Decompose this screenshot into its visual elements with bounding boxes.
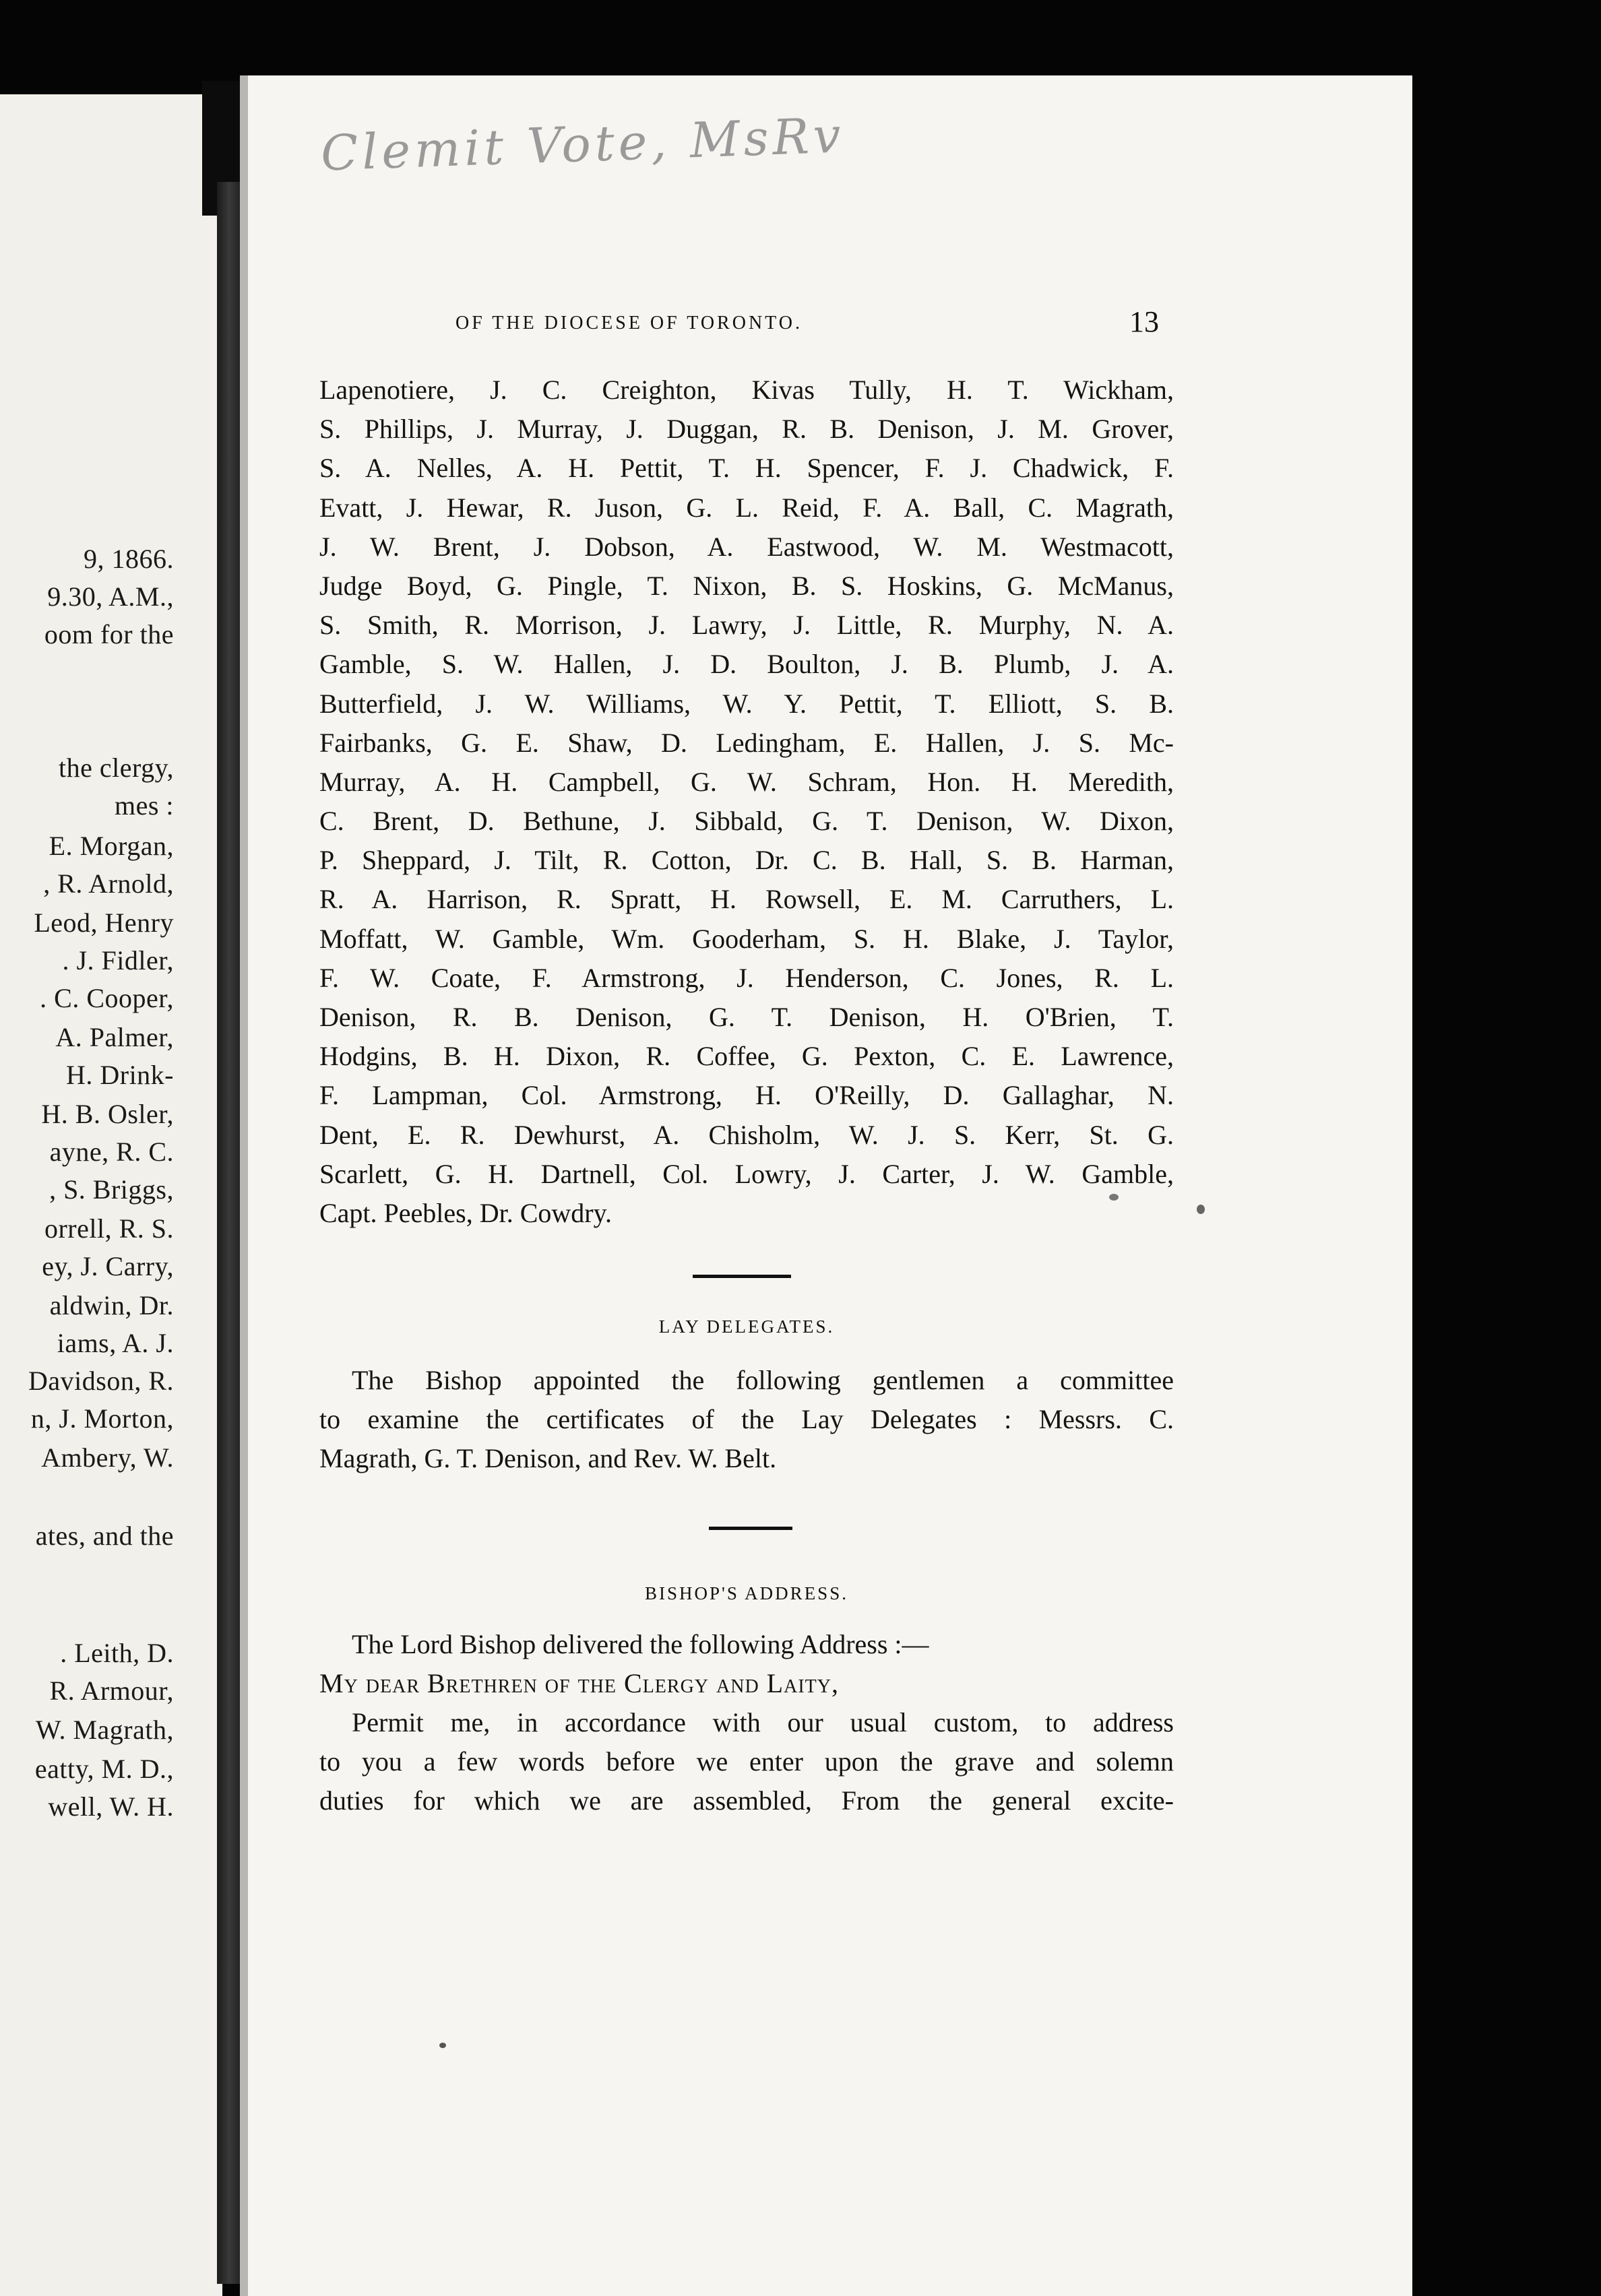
lay-delegates-paragraph — [319, 1361, 1174, 1478]
text-line: Moffatt, W. Gamble, Wm. Gooderham, S. H. Blake, J. Taylor, — [319, 923, 1174, 954]
left-line: ey, J. Carry, — [42, 1251, 174, 1281]
text-line: S. Smith, R. Morrison, J. Lawry, J. Little, R. Murphy, N. A. — [319, 610, 1174, 641]
delegate-names-block — [319, 371, 1174, 1233]
text-line: Fairbanks, G. E. Shaw, D. Ledingham, E. Hallen, J. S. Mc- — [319, 727, 1174, 758]
address-salutation: My dear Brethren of the Clergy and Laity, — [319, 1668, 839, 1698]
section-rule — [709, 1527, 792, 1530]
left-line: H. B. Osler, — [41, 1099, 174, 1129]
ink-speck — [1109, 1194, 1119, 1201]
left-line: orrell, R. S. — [44, 1213, 174, 1244]
text-line: J. W. Brent, J. Dobson, A. Eastwood, W. M. Westmacott, — [319, 531, 1174, 562]
text-line: Hodgins, B. H. Dixon, R. Coffee, G. Pexton, C. E. Lawrence, — [319, 1041, 1174, 1072]
bishops-address-heading: BISHOP'S ADDRESS. — [645, 1583, 848, 1603]
text-line: to examine the certificates of the Lay Delegates : Messrs. C. — [319, 1404, 1174, 1434]
left-line: 9.30, A.M., — [47, 581, 174, 612]
text-line: Butterfield, J. W. Williams, W. Y. Pettit, T. Elliott, S. B. — [319, 688, 1174, 719]
text-line: S. A. Nelles, A. H. Pettit, T. H. Spencer, F. J. Chadwick, F. — [319, 453, 1174, 484]
left-page-fragment — [0, 94, 222, 2296]
left-line: Davidson, R. — [28, 1366, 174, 1396]
text-line: Murray, A. H. Campbell, G. W. Schram, Hon. H. Meredith, — [319, 766, 1174, 797]
bishops-address-body — [319, 1625, 1174, 1820]
left-line: oom for the — [44, 619, 174, 649]
page-edge-shadow — [240, 75, 248, 2296]
text-line: Judge Boyd, G. Pingle, T. Nixon, B. S. Hoskins, G. McManus, — [319, 570, 1174, 601]
text-line: P. Sheppard, J. Tilt, R. Cotton, Dr. C. B. Hall, S. B. Harman, — [319, 845, 1174, 876]
left-line: aldwin, Dr. — [49, 1290, 174, 1320]
left-line: W. Magrath, — [35, 1715, 174, 1745]
left-line: mes : — [114, 790, 174, 821]
lay-delegates-heading: LAY DELEGATES. — [658, 1316, 835, 1337]
left-line: ayne, R. C. — [49, 1137, 174, 1167]
text-line: S. Phillips, J. Murray, J. Duggan, R. B. Denison, J. M. Grover, — [319, 414, 1174, 445]
left-line: Ambery, W. — [41, 1442, 174, 1473]
text-line: Permit me, in accordance with our usual custom, to address — [352, 1707, 1174, 1737]
section-rule — [693, 1275, 791, 1278]
left-line: the clergy, — [59, 753, 174, 783]
left-line: eatty, M. D., — [34, 1754, 174, 1784]
handwritten-note: Clemit Vote, MsRv — [319, 106, 846, 182]
left-line: ates, and the — [35, 1521, 174, 1551]
ink-speck — [1197, 1205, 1205, 1214]
text-line: Scarlett, G. H. Dartnell, Col. Lowry, J. Carter, J. W. Gamble, — [319, 1158, 1174, 1189]
text-line: F. W. Coate, F. Armstrong, J. Henderson, C. Jones, R. L. — [319, 962, 1174, 993]
text-line: to you a few words before we enter upon the grave and solemn — [319, 1746, 1174, 1777]
running-head: OF THE DIOCESE OF TORONTO. — [456, 313, 803, 333]
left-line: , R. Arnold, — [43, 868, 174, 899]
text-line: Lapenotiere, J. C. Creighton, Kivas Tully, H. T. Wickham, — [319, 375, 1174, 405]
text-line: R. A. Harrison, R. Spratt, H. Rowsell, E. M. Carruthers, L. — [319, 884, 1174, 915]
ink-speck — [439, 2043, 446, 2048]
left-line: . C. Cooper, — [40, 983, 174, 1013]
left-line: Leod, Henry — [34, 907, 174, 938]
left-line: iams, A. J. — [57, 1328, 174, 1358]
left-line: A. Palmer, — [55, 1022, 174, 1052]
text-line: Denison, R. B. Denison, G. T. Denison, H. O'Brien, T. — [319, 1002, 1174, 1032]
text-line: Dent, E. R. Dewhurst, A. Chisholm, W. J. S. Kerr, St. G. — [319, 1119, 1174, 1150]
left-line: . J. Fidler, — [62, 945, 174, 976]
left-line: H. Drink- — [65, 1060, 174, 1090]
left-line: E. Morgan, — [49, 831, 174, 861]
text-line: F. Lampman, Col. Armstrong, H. O'Reilly, D. Gallaghar, N. — [319, 1080, 1174, 1111]
right-page — [240, 75, 1412, 2296]
left-line: . Leith, D. — [60, 1638, 174, 1668]
text-line: Gamble, S. W. Hallen, J. D. Boulton, J. B. Plumb, J. A. — [319, 649, 1174, 680]
left-line: R. Armour, — [49, 1676, 174, 1706]
text-line: The Bishop appointed the following gentlemen a committee — [352, 1365, 1174, 1395]
text-line: Capt. Peebles, Dr. Cowdry. — [319, 1197, 613, 1228]
address-intro: The Lord Bishop delivered the following Address :— — [352, 1629, 929, 1659]
left-line: 9, 1866. — [84, 544, 174, 574]
text-line: Evatt, J. Hewar, R. Juson, G. L. Reid, F. A. Ball, C. Magrath, — [319, 492, 1174, 523]
text-line: duties for which we are assembled, From the general excite- — [319, 1785, 1174, 1816]
left-line: well, W. H. — [48, 1791, 174, 1822]
text-line: Magrath, G. T. Denison, and Rev. W. Belt. — [319, 1443, 777, 1473]
left-line: n, J. Morton, — [30, 1403, 174, 1434]
page-number: 13 — [1129, 305, 1159, 338]
left-line: , S. Briggs, — [49, 1174, 174, 1205]
text-line: C. Brent, D. Bethune, J. Sibbald, G. T. Denison, W. Dixon, — [319, 806, 1174, 837]
